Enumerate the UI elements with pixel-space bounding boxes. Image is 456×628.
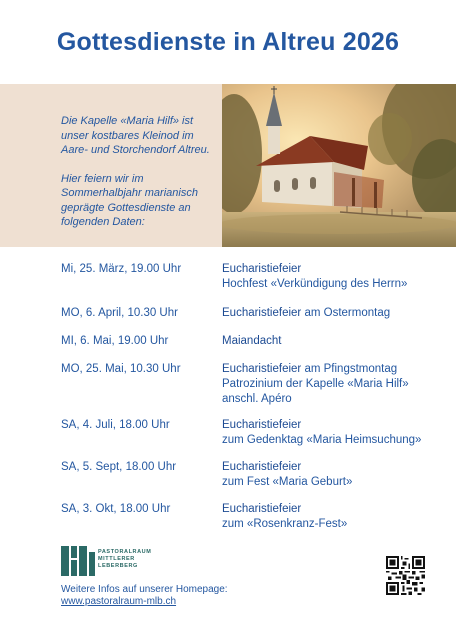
event-detail: Patrozinium der Kapelle «Maria Hilf» [222,378,409,390]
event-description [222,460,442,490]
event-title: Eucharistiefeier [222,419,302,431]
intro-paragraph: Die Kapelle «Maria Hilf» ist unser kostbares Kleinod im Aare- und Storchendorf Altreu. [61,115,210,156]
intro-paragraph: Hier feiern wir im Sommerhalbjahr marianisch geprägte Gottesdienste an folgenden Daten: [61,172,198,228]
event-date: SA, 5. Sept, 18.00 Uhr [61,461,177,473]
event-description [222,418,442,448]
event-date: SA, 3. Okt, 18.00 Uhr [61,503,171,515]
logo-line: LEBERBERG [98,563,138,569]
event-detail: am Pfingstmontag [301,363,398,375]
event-description [222,262,442,292]
event-title: Eucharistiefeier [222,363,302,375]
event-title: Maiandacht [222,335,282,347]
intro-text [61,114,221,230]
event-detail: Hochfest «Verkündigung des Herrn» [222,278,408,290]
qr-code-icon[interactable] [386,556,425,595]
event-date: SA, 4. Juli, 18.00 Uhr [61,419,170,431]
homepage-link[interactable]: www.pastoralraum-mlb.ch [61,596,177,607]
logo-line: PASTORALRAUM [98,549,152,555]
event-title: Eucharistiefeier [222,263,302,275]
event-detail: am Ostermontag [301,307,391,319]
chapel-photo [222,84,456,247]
event-description [222,502,442,532]
page-title: Gottesdienste in Altreu 2026 [56,28,400,56]
event-detail: anschl. Apéro [222,393,292,405]
event-date: MO, 6. April, 10.30 Uhr [61,307,178,319]
event-title: Eucharistiefeier [222,307,302,319]
logo-line: MITTLERER [98,556,135,562]
logo-wordmark [98,549,151,570]
footer [61,584,228,608]
event-title: Eucharistiefeier [222,503,302,515]
event-date: MO, 25. Mai, 10.30 Uhr [61,363,181,375]
event-date: MI, 6. Mai, 19.00 Uhr [61,335,169,347]
event-description [222,334,442,349]
event-description [222,306,442,321]
event-description [222,362,442,407]
event-detail: zum Fest «Maria Geburt» [222,476,353,488]
footer-info: Weitere Infos auf unserer Homepage: [61,584,228,595]
event-date: Mi, 25. März, 19.00 Uhr [61,263,182,275]
event-title: Eucharistiefeier [222,461,302,473]
event-detail: zum Gedenktag «Maria Heimsuchung» [222,434,422,446]
event-detail: zum «Rosenkranz-Fest» [222,518,348,530]
